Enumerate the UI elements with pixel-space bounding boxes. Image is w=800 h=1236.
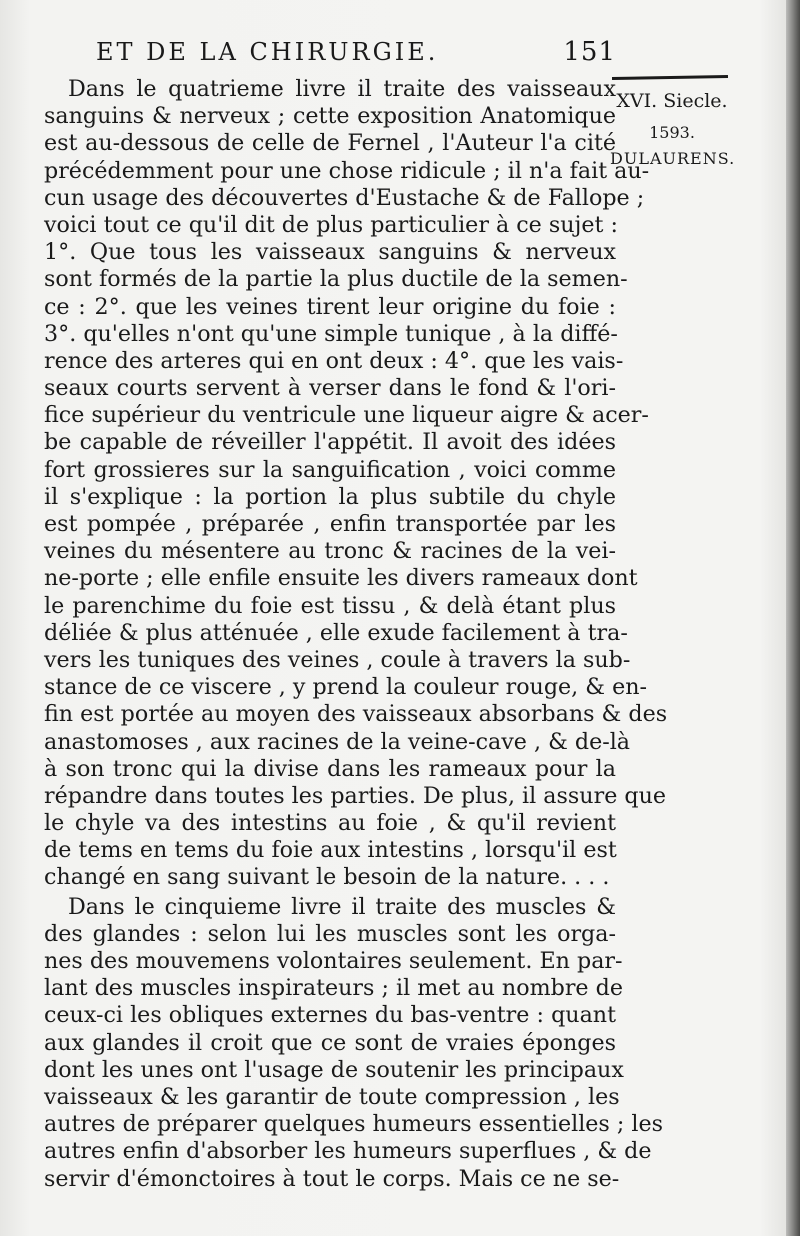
body-text — [44, 76, 668, 1193]
text-line: nes des mouvemens volontaires seulement. En par- — [44, 948, 623, 974]
text-line: stance de ce viscere , y prend la couleur rouge, & en- — [44, 674, 648, 701]
text-line: à son tronc qui la divise dans les rameaux pour la — [44, 755, 616, 782]
text-line: 3°. qu'elles n'ont qu'une simple tunique , à la diffé- — [44, 320, 618, 347]
text-line: des glandes : selon lui les muscles sont les orga- — [44, 920, 616, 947]
text-line: voici tout ce qu'il dit de plus particulier à ce sujet : — [44, 211, 618, 238]
text-line: déliée & plus atténuée , elle exude facilement à tra- — [44, 619, 628, 646]
text-line: fice supérieur du ventricule une liqueur aigre & acer- — [44, 402, 649, 429]
text-line: il s'explique : la portion la plus subtile du chyle — [44, 483, 616, 510]
text-line: vers les tuniques des veines , coule à travers la sub- — [44, 646, 631, 673]
text-line: le chyle va des intestins au foie , & qu'il revient — [44, 810, 616, 837]
text-line: sont formés de la partie la plus ductile de la semen- — [44, 266, 628, 293]
text-line: 1°. Que tous les vaisseaux sanguins & nerveux — [44, 239, 616, 266]
text-line: cun usage des découvertes d'Eustache & de Fallope ; — [44, 184, 645, 211]
text-line: ne-porte ; elle enfile ensuite les divers rameaux dont — [44, 565, 638, 592]
running-head — [96, 34, 616, 70]
text-line: rence des arteres qui en ont deux : 4°. que les vais- — [44, 347, 624, 374]
paragraph-1 — [44, 76, 668, 892]
text-line: autres enfin d'absorber les humeurs superflues , & de — [44, 1138, 652, 1165]
text-line: ce : 2°. que les veines tirent leur origine du foie : — [44, 293, 616, 320]
margin-year: 1593. — [649, 123, 695, 142]
running-head-title: ET DE LA CHIRURGIE. — [96, 38, 439, 66]
text-line: vaisseaux & les garantir de toute compression , les — [44, 1083, 620, 1110]
text-line: précédemment pour une chose ridicule ; il n'a fait au- — [44, 157, 650, 184]
text-line: changé en sang suivant le besoin de la nature. . . . — [44, 864, 610, 891]
text-line: lant des muscles inspirateurs ; il met au nombre de — [44, 975, 623, 1002]
text-line: be capable de réveiller l'appétit. Il avoit des idées — [44, 429, 616, 456]
text-line: anastomoses , aux racines de la veine-cave , & de-là — [44, 728, 631, 755]
margin-author-name: DULAURENS. — [610, 149, 736, 168]
text-line: servir d'émonctoires à tout le corps. Mais ce ne se- — [44, 1165, 620, 1192]
page-number: 151 — [563, 37, 616, 67]
page-edge-shadow — [786, 0, 800, 1236]
text-line: Dans le cinquieme livre il traite des muscles & — [68, 893, 616, 920]
text-line: est au-dessous de celle de Fernel , l'Auteur l'a cité — [44, 130, 616, 157]
text-line: fort grossieres sur la sanguification , voici comme — [44, 456, 616, 483]
text-line: de tems en tems du foie aux intestins , lorsqu'il est — [44, 837, 617, 864]
text-line: autres de préparer quelques humeurs essentielles ; les — [44, 1111, 663, 1138]
text-line: sanguins & nerveux ; cette exposition Anatomique — [44, 103, 616, 130]
text-line: dont les unes ont l'usage de soutenir les principaux — [44, 1056, 624, 1083]
margin-century: XVI. Siecle. — [616, 90, 728, 112]
text-line: ceux-ci les obliques externes du bas-ventre : quant — [44, 1002, 616, 1029]
text-line: seaux courts servent à verser dans le fond & l'ori- — [44, 375, 616, 402]
text-line: est pompée , préparée , enfin transportée par les — [44, 511, 616, 537]
text-line: répandre dans toutes les parties. De plus, il assure que — [44, 782, 666, 809]
text-line: le parenchime du foie est tissu , & delà étant plus — [44, 592, 616, 619]
text-line: fin est portée au moyen des vaisseaux absorbans & des — [44, 701, 668, 728]
text-line: Dans le quatrieme livre il traite des vaisseaux — [68, 76, 616, 102]
text-line: aux glandes il croit que ce sont de vraies éponges — [44, 1029, 616, 1056]
paragraph-2 — [44, 893, 663, 1193]
text-line: veines du mésentere au tronc & racines de la vei- — [44, 538, 616, 565]
